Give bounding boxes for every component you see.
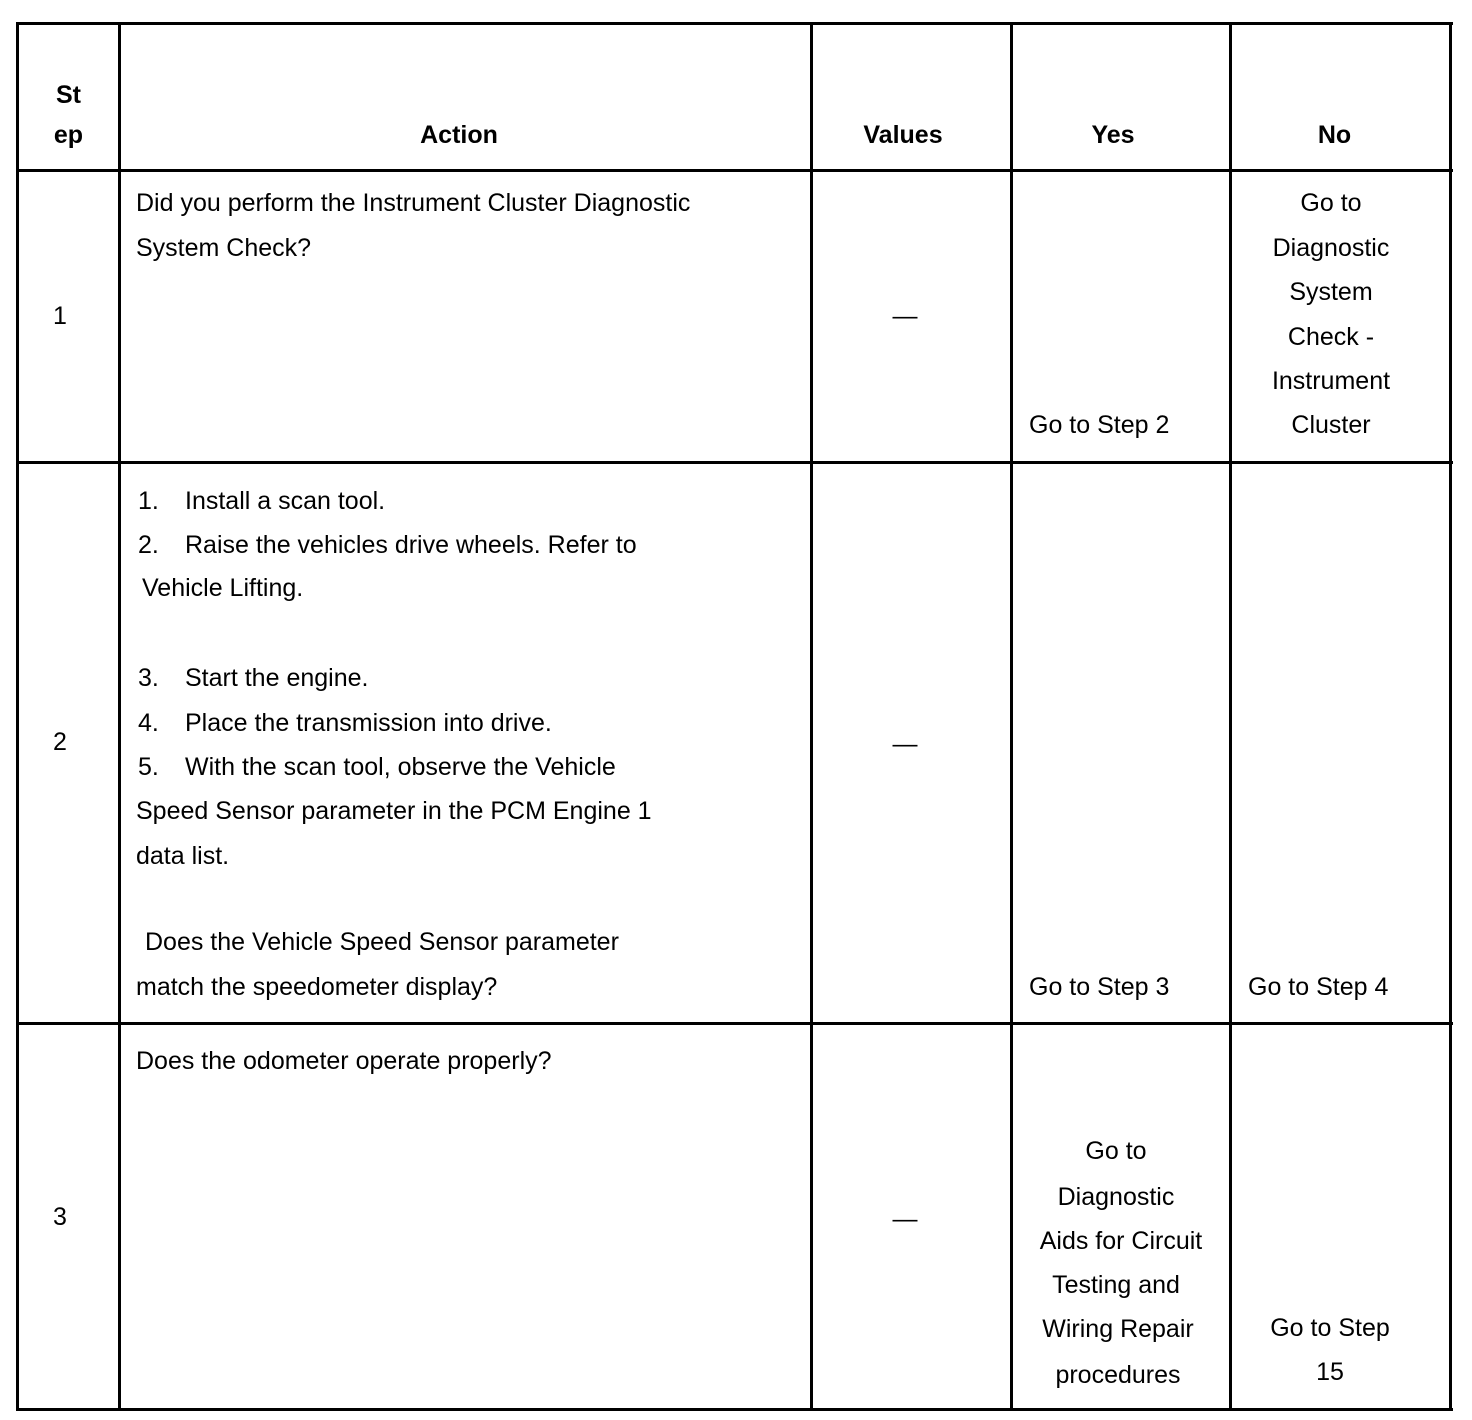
list-text: Install a scan tool. xyxy=(185,487,386,515)
row-2-yes: Go to Step 3 xyxy=(1029,973,1170,1001)
row-3-yes-line-1: Go to xyxy=(1085,1137,1147,1165)
row-2-step: 2 xyxy=(53,728,67,756)
row-3-yes-line-2: Diagnostic xyxy=(1057,1183,1175,1211)
row-2-question-line-2: match the speedometer display? xyxy=(136,973,498,1001)
row-divider-2 xyxy=(16,1022,1453,1025)
column-divider-step xyxy=(118,22,121,1411)
row-3-yes-line-6: procedures xyxy=(1055,1361,1181,1389)
header-step-line-2: ep xyxy=(53,121,84,149)
row-1-no-line-4: Check - xyxy=(1287,323,1375,351)
list-number: 1. xyxy=(138,487,159,515)
table-border-right xyxy=(1449,22,1452,1411)
row-1-step: 1 xyxy=(53,302,67,330)
header-no: No xyxy=(1317,121,1352,149)
row-2-action-item-5 xyxy=(138,745,616,790)
row-2-question-line-1: Does the Vehicle Speed Sensor parameter xyxy=(145,928,619,956)
list-text: Start the engine. xyxy=(185,664,369,692)
list-text: Vehicle Lifting. xyxy=(142,574,304,602)
header-yes: Yes xyxy=(1091,121,1135,149)
table-border-bottom xyxy=(16,1408,1453,1411)
row-2-action-item-5-cont-2 xyxy=(136,834,229,879)
row-2-action-item-1 xyxy=(138,479,385,524)
row-3-value: — xyxy=(892,1205,918,1233)
header-values: Values xyxy=(863,121,943,149)
row-3-step: 3 xyxy=(53,1203,67,1231)
row-2-action-item-5-cont-1 xyxy=(136,789,652,834)
row-2-action-item-2 xyxy=(138,523,637,568)
header-action: Action xyxy=(420,121,498,149)
list-number: 5. xyxy=(138,753,159,781)
row-3-yes-line-3: Aids for Circuit xyxy=(1039,1227,1203,1255)
row-1-action-line-1: Did you perform the Instrument Cluster Diagnostic xyxy=(136,189,691,217)
row-2-no: Go to Step 4 xyxy=(1248,973,1389,1001)
list-number: 4. xyxy=(138,709,159,737)
list-text: Speed Sensor parameter in the PCM Engine 1 xyxy=(136,797,652,825)
header-step-line-1: St xyxy=(56,81,81,109)
row-3-action-line-1: Does the odometer operate properly? xyxy=(136,1047,552,1075)
header-row-divider xyxy=(16,169,1453,172)
row-1-action-line-2: System Check? xyxy=(136,234,312,262)
table-border-top xyxy=(16,22,1453,25)
row-2-value: — xyxy=(892,730,918,758)
row-1-no-line-1: Go to xyxy=(1300,189,1362,217)
row-2-action-item-3 xyxy=(138,656,368,701)
row-3-no-line-1: Go to Step xyxy=(1270,1314,1390,1342)
row-1-no-line-3: System xyxy=(1289,278,1373,306)
row-divider-1 xyxy=(16,461,1453,464)
list-text: Place the transmission into drive. xyxy=(185,709,552,737)
row-2-action-item-2-cont xyxy=(142,566,303,611)
row-3-yes-line-5: Wiring Repair xyxy=(1042,1315,1194,1343)
row-3-yes-line-4: Testing and xyxy=(1052,1271,1180,1299)
row-1-yes: Go to Step 2 xyxy=(1029,411,1170,439)
row-1-no-line-2: Diagnostic xyxy=(1272,234,1390,262)
row-2-action-item-4 xyxy=(138,701,552,746)
list-number: 2. xyxy=(138,531,159,559)
list-text: Raise the vehicles drive wheels. Refer to xyxy=(185,531,637,559)
row-1-no-line-5: Instrument xyxy=(1271,367,1391,395)
list-text: data list. xyxy=(136,842,230,870)
row-1-no-line-6: Cluster xyxy=(1291,411,1371,439)
list-number: 3. xyxy=(138,664,159,692)
list-text: With the scan tool, observe the Vehicle xyxy=(185,753,616,781)
row-3-no-line-2: 15 xyxy=(1316,1358,1344,1386)
row-1-value: — xyxy=(892,302,918,330)
